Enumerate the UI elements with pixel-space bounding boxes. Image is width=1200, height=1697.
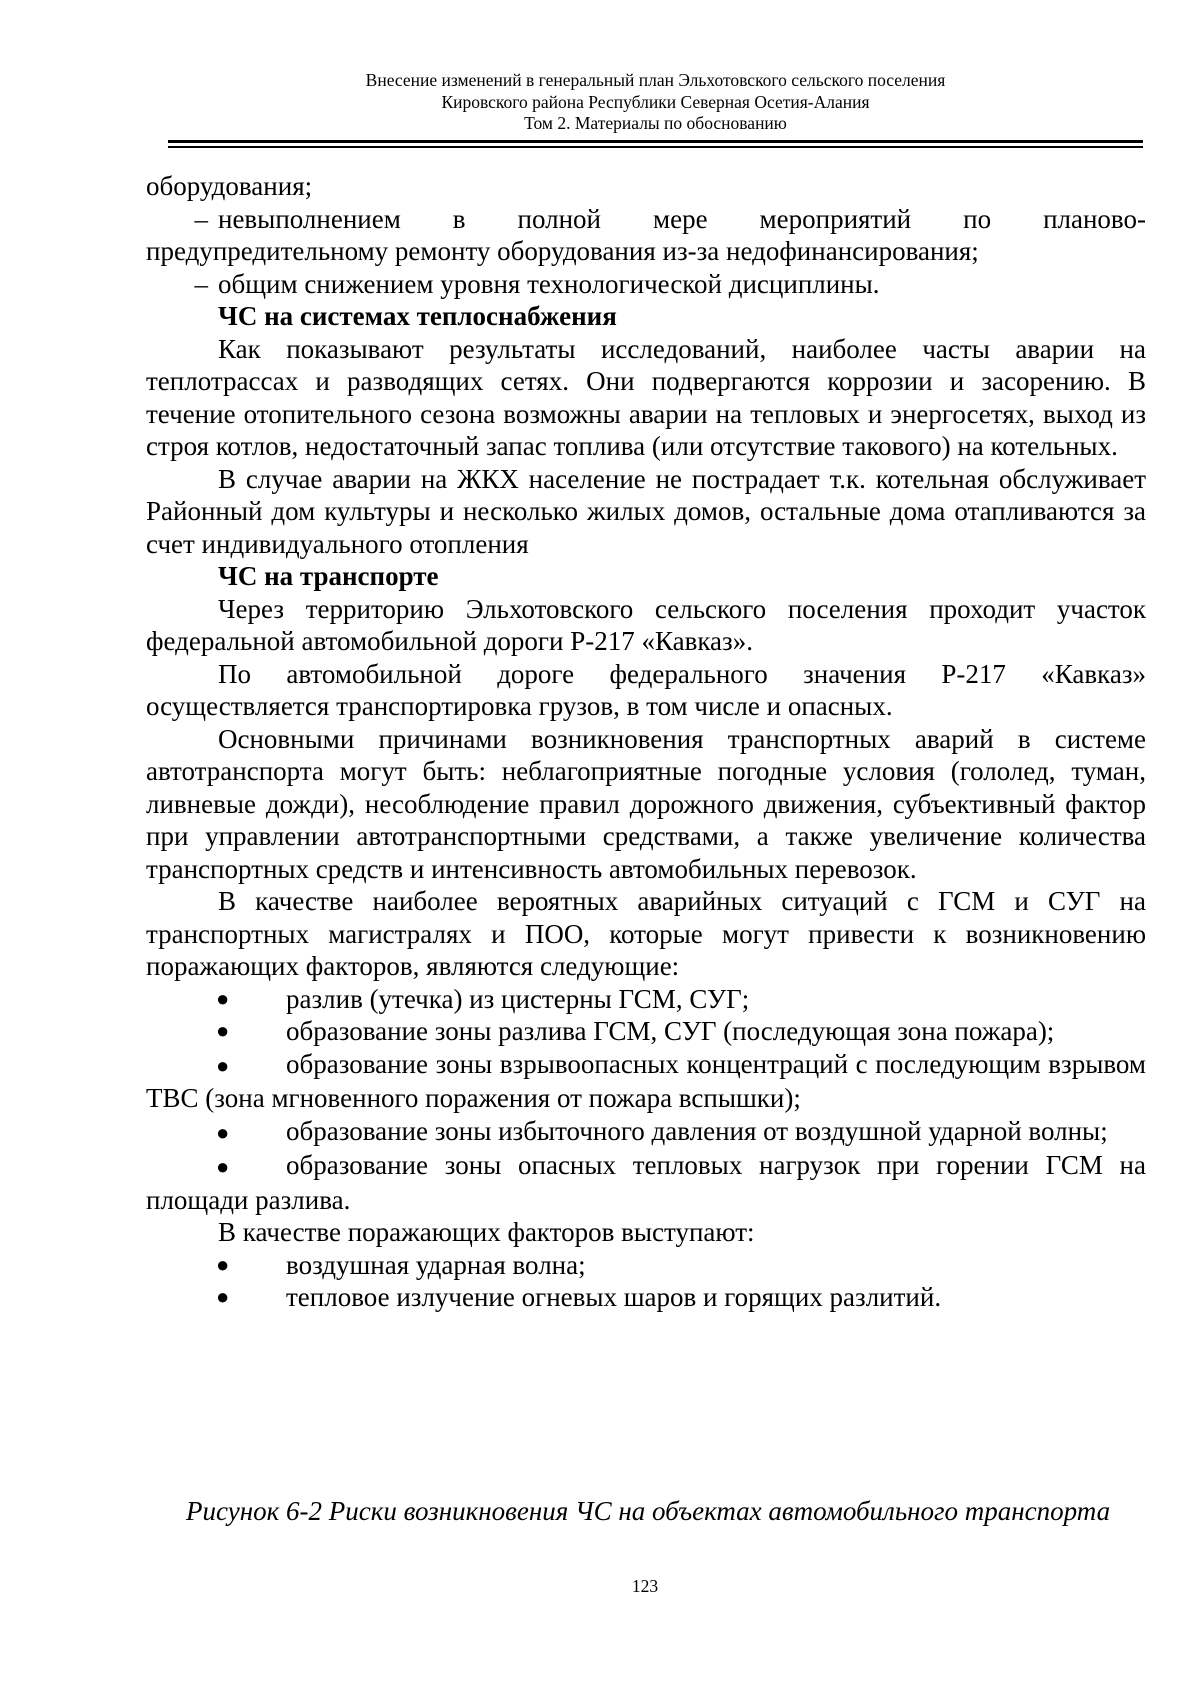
- bullet-item: [146, 1149, 1146, 1216]
- bullet-marker: ●: [216, 1284, 230, 1309]
- bullet-item: [146, 1048, 1146, 1115]
- bullet-marker: ●: [216, 1251, 230, 1277]
- bullet-text: образование зоны взрывоопасных концентраций с последующим взрывом ТВС (зона мгновенного поражения от пожара вспышки);: [146, 1048, 1146, 1113]
- paragraph: По автомобильной дороге федерального значения Р-217 «Кавказ» осуществляется транспортировка грузов, в том числе и опасных.: [146, 658, 1146, 721]
- dash-item: [146, 268, 1146, 301]
- page-number: 123: [631, 1576, 659, 1596]
- header-rule-thick: [168, 140, 1143, 143]
- paragraph: Как показывают результаты исследований, наиболее часты аварии на теплотрассах и разводящих сетях. Они подвергаются коррозии и засорению. В течение отопительного сезона возможны аварии на тепловых и энергосетях, выход из строя котлов, недостаточный запас топлива (или отсутствие такового) на котельных.: [146, 333, 1146, 461]
- section-heading-heat: ЧС на системах теплоснабжения: [218, 301, 617, 331]
- paragraph: В качестве поражающих факторов выступают:: [218, 1217, 755, 1247]
- figure-caption: Рисунок 6-2 Риски возникновения ЧС на объектах автомобильного транспорта: [186, 1496, 1111, 1526]
- dash-item-text: невыполнением в полной мере мероприятий по планово-: [218, 203, 1146, 234]
- section-heading-transport: ЧС на транспорте: [218, 561, 439, 591]
- dash-marker: –: [194, 203, 208, 234]
- dash-item-text: общим снижением уровня технологической дисциплины.: [218, 268, 880, 299]
- bullet-item: [146, 1115, 1146, 1150]
- document-header: [168, 70, 1143, 135]
- bullet-marker: ●: [216, 1018, 230, 1043]
- bullet-item: [146, 1249, 1146, 1282]
- bullet-text: образование зоны избыточного давления от воздушной ударной волны;: [286, 1115, 1108, 1146]
- bullet-text: образование зоны разлива ГСМ, СУГ (последующая зона пожара);: [286, 1016, 1055, 1046]
- bullet-item: [146, 1281, 1146, 1314]
- header-line-2: Кировского района Республики Северная Осетия-Алания: [441, 91, 870, 112]
- header-rule-thin: [168, 146, 1143, 148]
- paragraph: Основными причинами возникновения транспортных аварий в системе автотранспорта могут быть: неблагоприятные погодные условия (гололед, туман, ливневые дожди), несоблюдение правил дорожного движения, субъективный фактор при управлении автотранспортными средствами, а также увеличение количества транспортных средств и интенсивность автомобильных перевозок.: [146, 723, 1146, 884]
- bullet-text: воздушная ударная волна;: [286, 1249, 586, 1280]
- dash-item: [146, 203, 1146, 236]
- paragraph-continuation: оборудования;: [146, 171, 313, 201]
- bullet-text: разлив (утечка) из цистерны ГСМ, СУГ;: [286, 983, 750, 1014]
- bullet-marker: ●: [216, 1119, 230, 1145]
- bullet-marker: ●: [216, 985, 230, 1011]
- bullet-marker: ●: [216, 1154, 230, 1179]
- header-line-3: Том 2. Материалы по обоснованию: [524, 113, 787, 133]
- paragraph: Через территорию Эльхотовского сельского поселения проходит участок федеральной автомобильной дороги Р-217 «Кавказ».: [146, 593, 1146, 656]
- bullet-text: тепловое излучение огневых шаров и горящих разлитий.: [286, 1282, 942, 1312]
- paragraph: В случае аварии на ЖКХ население не пострадает т.к. котельная обслуживает Районный дом культуры и несколько жилых домов, остальные дома отапливаются за счет индивидуального отопления: [146, 463, 1146, 559]
- header-line-1: Внесение изменений в генеральный план Эльхотовского сельского поселения: [365, 70, 946, 90]
- dash-marker: –: [194, 268, 208, 299]
- bullet-item: [146, 1015, 1146, 1048]
- bullet-text: образование зоны опасных тепловых нагрузок при горении ГСМ на площади разлива.: [146, 1150, 1146, 1215]
- bullet-marker: ●: [216, 1052, 230, 1078]
- document-body: [146, 170, 1146, 1314]
- dash-item-continuation: предупредительному ремонту оборудования из-за недофинансирования;: [146, 236, 979, 266]
- bullet-item: [146, 983, 1146, 1016]
- paragraph: В качестве наиболее вероятных аварийных ситуаций с ГСМ и СУГ на транспортных магистралях и ПОО, которые могут привести к возникновению поражающих факторов, являются следующие:: [146, 886, 1146, 981]
